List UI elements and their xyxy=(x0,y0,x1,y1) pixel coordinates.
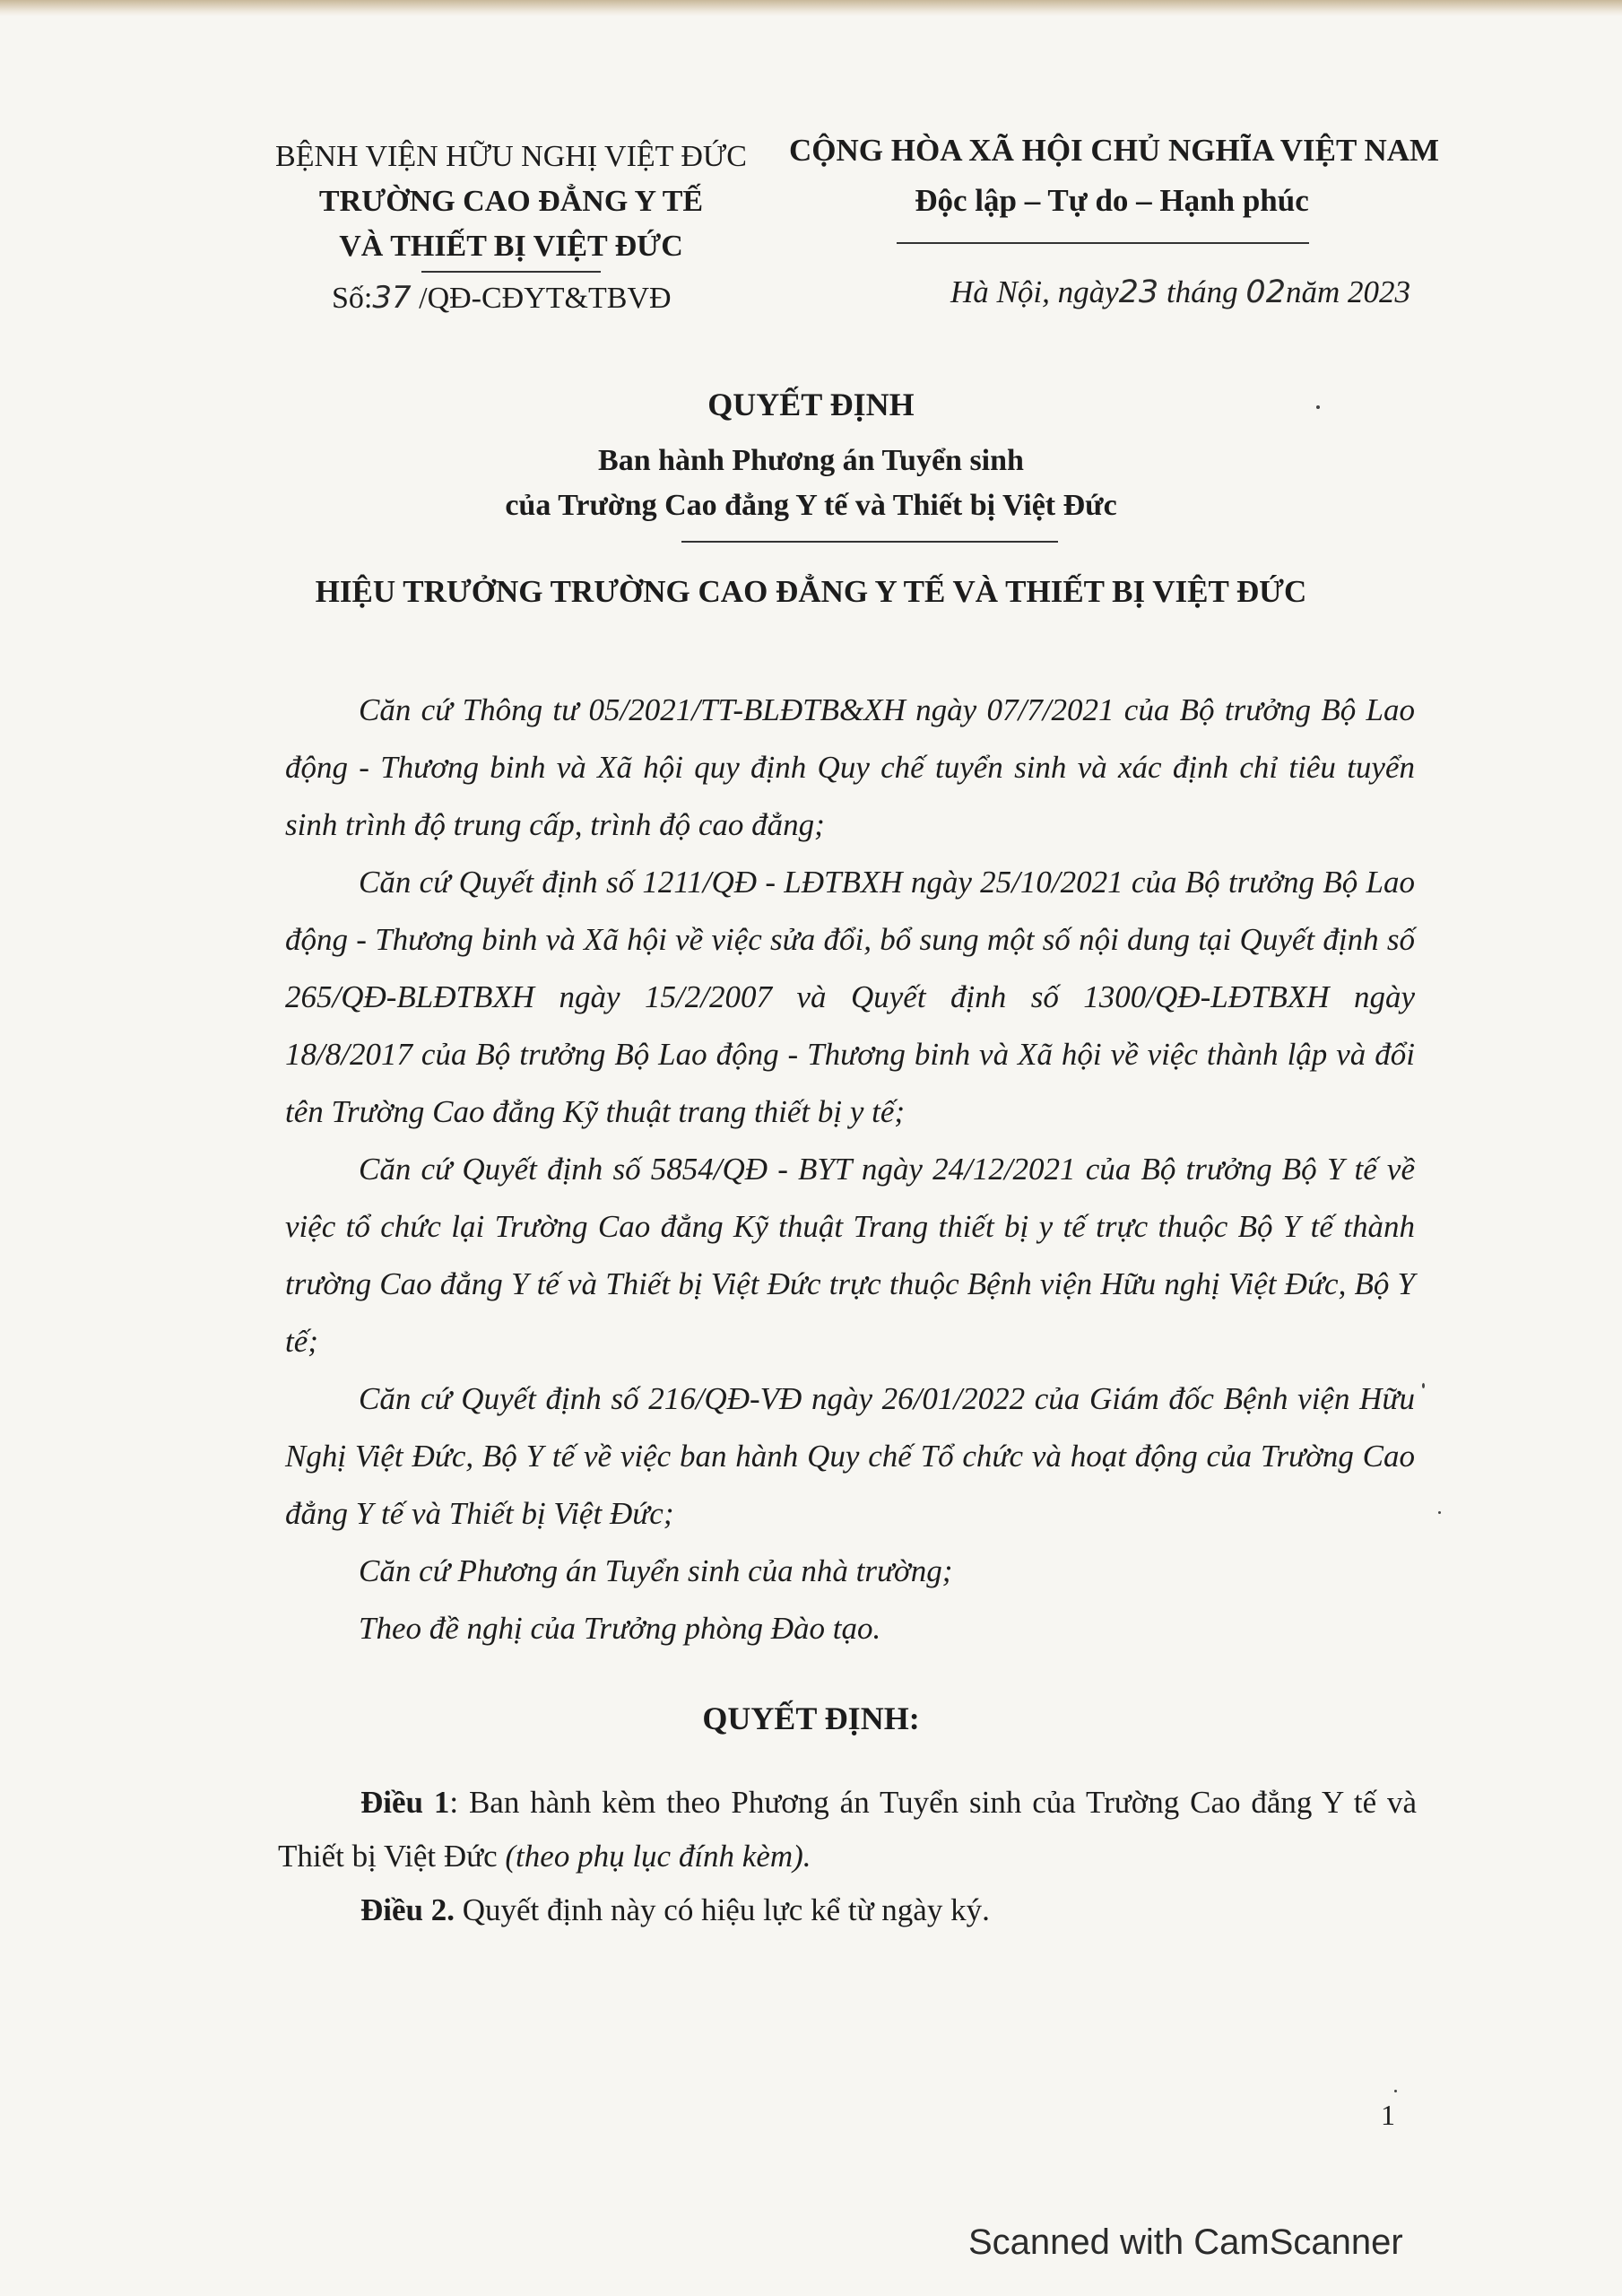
page-number: 1 xyxy=(1381,2099,1395,2131)
issue-date xyxy=(950,274,1410,310)
basis-paragraph: Theo đề nghị của Trưởng phòng Đào tạo. xyxy=(359,1611,881,1646)
article-2-text: Quyết định này có hiệu lực kể từ ngày ký. xyxy=(455,1892,990,1927)
article-1 xyxy=(278,1776,1417,1883)
scan-speck xyxy=(1438,1511,1441,1514)
scan-speck xyxy=(1422,1383,1425,1388)
agency-parent: BỆNH VIỆN HỮU NGHỊ VIỆT ĐỨC xyxy=(275,140,747,173)
country-name: CỘNG HÒA XÃ HỘI CHỦ NGHĨA VIỆT NAM xyxy=(789,133,1440,168)
date-month-label: tháng xyxy=(1166,274,1238,309)
article-1-label: Điều 1 xyxy=(360,1785,450,1820)
document-subtitle-2: của Trường Cao đẳng Y tế và Thiết bị Việt Đức xyxy=(505,489,1117,522)
issuing-authority: HIỆU TRƯỞNG TRƯỜNG CAO ĐẲNG Y TẾ VÀ THIẾT BỊ VIỆT ĐỨC xyxy=(315,574,1307,609)
article-1-note: (theo phụ lục đính kèm). xyxy=(505,1839,811,1874)
date-day: 23 xyxy=(1118,274,1159,310)
title-underline xyxy=(681,541,1058,543)
scan-speck xyxy=(1394,2090,1397,2092)
legal-bases xyxy=(285,682,1415,1657)
basis-paragraph: Căn cứ Quyết định số 1211/QĐ - LĐTBXH ngày 25/10/2021 của Bộ trưởng Bộ Lao động - Thương binh và Xã hội về việc sửa đổi, bổ sung một số nội dung tại Quyết định số 265/QĐ-BLĐTBXH ngày 15/2/2007 và Quyết định số 1300/QĐ-LĐTBXH ngày 18/8/2017 của Bộ trưởng Bộ Lao động - Thương binh và Xã hội về việc thành lập và đổi tên Trường Cao đẳng Kỹ thuật trang thiết bị y tế; xyxy=(285,865,1415,1129)
scan-speck xyxy=(1316,405,1320,409)
agency-name-line2: VÀ THIẾT BỊ VIỆT ĐỨC xyxy=(339,230,683,263)
number-handwritten: 37 xyxy=(372,280,412,316)
basis-paragraph: Căn cứ Quyết định số 216/QĐ-VĐ ngày 26/01/2022 của Giám đốc Bệnh viện Hữu Nghị Việt Đức, Bộ Y tế về việc ban hành Quy chế Tổ chức và hoạt động của Trường Cao đẳng Y tế và Thiết bị Việt Đức; xyxy=(285,1381,1415,1531)
agency-underline xyxy=(421,271,601,273)
document-number xyxy=(332,280,672,316)
articles xyxy=(278,1776,1417,1937)
article-2 xyxy=(278,1883,1417,1937)
date-prefix: Hà Nội, ngày xyxy=(950,274,1119,309)
camscanner-watermark: Scanned with CamScanner xyxy=(968,2222,1403,2262)
basis-paragraph: Căn cứ Phương án Tuyển sinh của nhà trường; xyxy=(359,1553,953,1588)
document-title: QUYẾT ĐỊNH xyxy=(707,387,915,422)
date-year: năm 2023 xyxy=(1285,274,1410,309)
date-month: 02 xyxy=(1245,274,1286,310)
number-suffix: /QĐ-CĐYT&TBVĐ xyxy=(419,282,672,315)
motto-underline xyxy=(897,242,1309,244)
national-motto: Độc lập – Tự do – Hạnh phúc xyxy=(915,183,1309,218)
basis-paragraph: Căn cứ Quyết định số 5854/QĐ - BYT ngày 24/12/2021 của Bộ trưởng Bộ Y tế về việc tổ chức lại Trường Cao đẳng Kỹ thuật Trang thiết bị y tế trực thuộc Bộ Y tế thành trường Cao đẳng Y tế và Thiết bị Việt Đức trực thuộc Bệnh viện Hữu nghị Việt Đức, Bộ Y tế; xyxy=(285,1152,1415,1359)
number-prefix: Số: xyxy=(332,282,373,315)
agency-name-line1: TRƯỜNG CAO ĐẲNG Y TẾ xyxy=(318,185,704,218)
basis-paragraph: Căn cứ Thông tư 05/2021/TT-BLĐTB&XH ngày 07/7/2021 của Bộ trưởng Bộ Lao động - Thương binh và Xã hội quy định Quy chế tuyển sinh và xác định chỉ tiêu tuyển sinh trình độ trung cấp, trình độ cao đẳng; xyxy=(285,692,1415,842)
article-2-label: Điều 2. xyxy=(360,1892,455,1927)
decision-heading: QUYẾT ĐỊNH: xyxy=(702,1700,920,1736)
document-subtitle-1: Ban hành Phương án Tuyển sinh xyxy=(598,444,1024,477)
national-header xyxy=(789,126,1440,226)
article-1-text: : Ban hành kèm theo Phương án Tuyển sinh của Trường Cao đẳng Y tế và Thiết bị Việt Đức xyxy=(278,1785,1418,1874)
scan-top-edge xyxy=(0,0,1622,16)
issuing-agency xyxy=(260,135,762,273)
